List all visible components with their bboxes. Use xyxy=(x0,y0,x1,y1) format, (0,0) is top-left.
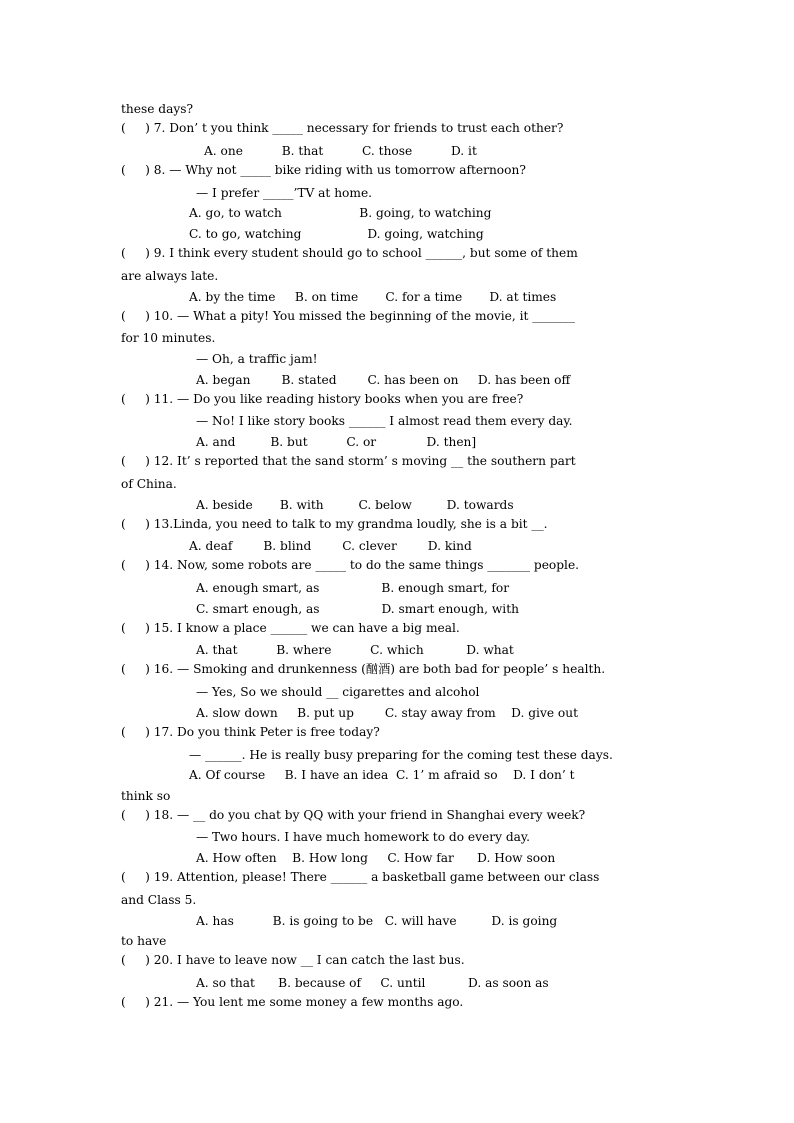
question-21: ( ) 21. — You lent me some money a few months ago. xyxy=(121,995,464,1009)
dialogue-line: — ______. He is really busy preparing for the coming test these days. xyxy=(189,748,613,762)
question-20: ( ) 20. I have to leave now __ I can catch the last bus. xyxy=(121,953,465,967)
options-17: A. Of course B. I have an idea C. 1’ m afraid so D. I don’ t xyxy=(189,768,575,782)
options-15: A. that B. where C. which D. what xyxy=(196,643,514,657)
text-line: and Class 5. xyxy=(121,893,197,907)
dialogue-line: — I prefer _____’TV at home. xyxy=(196,186,373,200)
question-14: ( ) 14. Now, some robots are _____ to do the same things _______ people. xyxy=(121,558,580,572)
options-10: A. began B. stated C. has been on D. has been off xyxy=(196,373,571,387)
options-14-ab: A. enough smart, as B. enough smart, for xyxy=(196,581,510,595)
options-18: A. How often B. How long C. How far D. How soon xyxy=(196,851,556,865)
question-17: ( ) 17. Do you think Peter is free today? xyxy=(121,725,380,739)
dialogue-line: — Yes, So we should __ cigarettes and alcohol xyxy=(196,685,480,699)
text-line: to have xyxy=(121,934,167,948)
options-20: A. so that B. because of C. until D. as soon as xyxy=(196,976,549,990)
options-12: A. beside B. with C. below D. towards xyxy=(196,498,514,512)
dialogue-line: — No! I like story books ______ I almost read them every day. xyxy=(196,414,573,428)
text-line: are always late. xyxy=(121,269,219,283)
options-13: A. deaf B. blind C. clever D. kind xyxy=(189,539,472,553)
text-line: for 10 minutes. xyxy=(121,331,216,345)
options-9: A. by the time B. on time C. for a time D. at times xyxy=(189,290,557,304)
question-18: ( ) 18. — __ do you chat by QQ with your friend in Shanghai every week? xyxy=(121,808,586,822)
options-7: A. one B. that C. those D. it xyxy=(204,144,477,158)
text-line: these days? xyxy=(121,102,194,116)
question-11: ( ) 11. — Do you like reading history books when you are free? xyxy=(121,392,524,406)
options-19: A. has B. is going to be C. will have D. is going xyxy=(196,914,558,928)
text-line: think so xyxy=(121,789,171,803)
dialogue-line: — Oh, a traffic jam! xyxy=(196,352,318,366)
question-8: ( ) 8. — Why not _____ bike riding with us tomorrow afternoon? xyxy=(121,163,526,177)
question-16: ( ) 16. — Smoking and drunkenness (酗酒) are both bad for people’ s health. xyxy=(121,662,606,676)
question-15: ( ) 15. I know a place ______ we can have a big meal. xyxy=(121,621,460,635)
question-7: ( ) 7. Don’ t you think _____ necessary for friends to trust each other? xyxy=(121,121,564,135)
options-8-ab: A. go, to watch B. going, to watching xyxy=(189,206,492,220)
options-8-cd: C. to go, watching D. going, watching xyxy=(189,227,484,241)
options-16: A. slow down B. put up C. stay away from D. give out xyxy=(196,706,579,720)
options-14-cd: C. smart enough, as D. smart enough, with xyxy=(196,602,519,616)
question-19: ( ) 19. Attention, please! There ______ a basketball game between our class xyxy=(121,870,600,884)
dialogue-line: — Two hours. I have much homework to do every day. xyxy=(196,830,531,844)
text-line: of China. xyxy=(121,477,177,491)
question-9: ( ) 9. I think every student should go to school ______, but some of them xyxy=(121,246,578,260)
question-10: ( ) 10. — What a pity! You missed the beginning of the movie, it _______ xyxy=(121,309,575,323)
question-13: ( ) 13.Linda, you need to talk to my grandma loudly, she is a bit __. xyxy=(121,517,548,531)
options-11: A. and B. but C. or D. then] xyxy=(196,435,477,449)
question-12: ( ) 12. It’ s reported that the sand storm’ s moving __ the southern part xyxy=(121,454,576,468)
